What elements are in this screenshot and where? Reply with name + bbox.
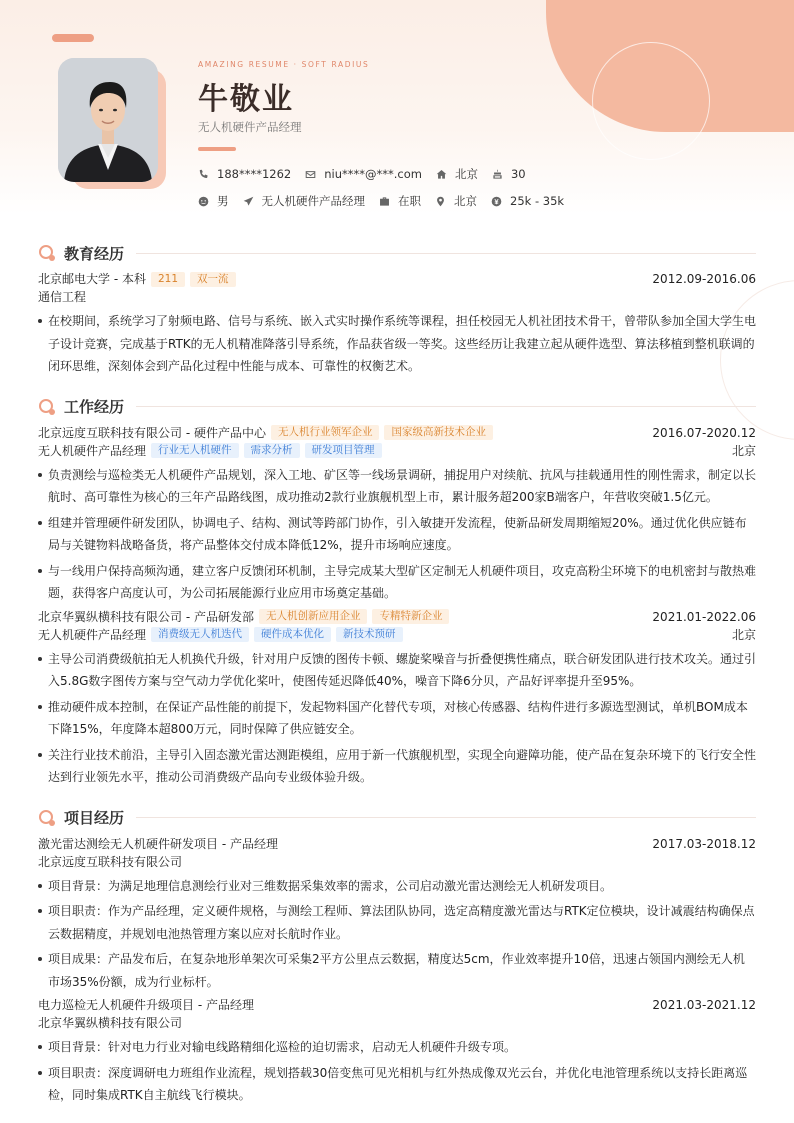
candidate-role: 无人机硬件产品经理 [198,120,302,134]
work-city: 北京 [731,627,756,642]
bullet-item: 项目职责：深度调研电力班组作业流程，规划搭载30倍变焦可见光相机与红外热成像双光云台，并优化电池管理系统以支持长距离巡检，同时集成RTK自主航线飞行模块。 [38,1062,756,1107]
project-date: 2017.03-2018.12 [652,836,756,851]
mail-icon [305,169,316,180]
work-date: 2016.07-2020.12 [652,425,756,440]
school-tag: 211 [151,272,185,287]
info-home-text: 北京 [454,167,478,181]
decorative-ring [592,42,710,160]
resume-tagline: AMAZING RESUME · SOFT RADIUS [198,60,370,69]
info-email-text: niu****@***.com [324,167,422,181]
search-icon [38,244,56,262]
company-name: 北京远度互联科技有限公司 - 硬件产品中心 [38,425,266,440]
briefcase-icon [379,196,390,207]
project-date: 2021.03-2021.12 [652,998,756,1012]
accent-pill [52,34,94,42]
candidate-name: 牛敬业 [198,82,294,117]
salary-icon [491,196,502,207]
company-tag: 专精特新企业 [372,609,449,624]
bullet-item: 在校期间，系统学习了射频电路、信号与系统、嵌入式实时操作系统等课程，担任校园无人机社团技术骨干，曾带队参加全国大学生电子设计竞赛，完成基于RTK的无人机精准降落引导系统，作品获省级一等奖。这些经历让我建立起从硬件选型、算法移植到整机联调的闭环思维，深刻体会到产品化过程中性能与成本、可靠性的权衡艺术。 [38,310,756,378]
school-tag: 双一流 [190,272,236,287]
info-status-text: 在职 [398,194,421,208]
project-bullets [38,875,756,994]
section-projects-title [38,807,756,829]
project-entry [38,835,756,994]
info-target-city [435,193,477,209]
bullet-item: 与一线用户保持高频沟通，建立客户反馈闭环机制，主导完成某大型矿区定制无人机硬件项目，攻克高粉尘环境下的电机密封与散热难题，获得客户高度认可，为公司拓展能源行业应用市场奠定基础。 [38,560,756,605]
section-heading: 工作经历 [64,398,125,416]
education-bullets [38,310,756,378]
company-tag: 国家级高新技术企业 [384,425,493,440]
work-entry [38,424,756,605]
project-name: 电力巡检无人机硬件升级项目 - 产品经理 [38,998,254,1012]
send-icon [243,196,254,207]
info-gender-text: 男 [217,194,229,208]
info-target-position-text: 无人机硬件产品经理 [261,194,365,208]
project-entry [38,996,756,1107]
project-bullets [38,1036,756,1107]
info-target-position [243,193,366,209]
avatar-photo [58,58,158,182]
project-header-row [38,835,756,853]
section-divider [136,406,756,407]
resume-body [38,242,756,1110]
section-divider [136,253,756,254]
info-gender [198,193,229,209]
work-position-row [38,442,756,460]
bullet-item: 项目职责：作为产品经理，定义硬件规格，与测绘工程师、算法团队协同，选定高精度激光雷达与RTK定位模块，设计减震结构确保点云数据精度，并规划电池热管理方案以应对长航时作业。 [38,900,756,945]
education-major-row [38,288,756,306]
portrait-illustration [58,58,158,182]
position-name: 无人机硬件产品经理 [38,443,147,458]
cake-icon [492,169,503,180]
role-underline [198,147,236,151]
position-tag: 研发项目管理 [305,443,382,458]
work-city: 北京 [731,443,756,458]
info-home [436,166,478,182]
project-company-row [38,1014,756,1032]
project-header-row [38,996,756,1014]
info-phone [198,167,291,181]
section-education-title [38,242,756,264]
company-tag: 无人机行业领军企业 [271,425,380,440]
work-company-row [38,424,756,442]
search-icon [38,809,56,827]
position-tag: 消费级无人机迭代 [151,627,249,642]
project-company: 北京华翼纵横科技有限公司 [38,1016,183,1030]
gender-icon [198,196,209,207]
bullet-item: 项目成果：产品发布后，在复杂地形单架次可采集2平方公里点云数据，精度达5cm，作业效率提升10倍，迅速占领国内测绘无人机市场35%份额，成为行业标杆。 [38,948,756,993]
work-date: 2021.01-2022.06 [652,609,756,624]
position-tag: 行业无人机硬件 [151,443,239,458]
work-position-row [38,626,756,644]
job-intention-row [198,193,578,209]
location-pin-icon [435,196,446,207]
bullet-item: 负责测绘与巡检类无人机硬件产品规划，深入工地、矿区等一线场景调研，捕捉用户对续航、抗风与挂载通用性的刚性需求，制定以长航时、高可靠性为核心的三年产品路线图，成功推动2款行业旗舰机型上市，累计服务超200家B端客户，年营收突破1.5亿元。 [38,464,756,509]
info-salary-text: 25k - 35k [510,194,565,208]
info-phone-text: 188****1262 [217,167,292,181]
school-name: 北京邮电大学 - 本科 [38,272,146,286]
home-icon [436,169,447,180]
company-tag: 无人机创新应用企业 [259,609,368,624]
search-icon [38,398,56,416]
bullet-item: 主导公司消费级航拍无人机换代升级，针对用户反馈的图传卡顿、螺旋桨噪音与折叠便携性痛点，联合研发团队进行技术攻关。通过引入5.8G数字图传方案与空气动力学优化桨叶，使图传延迟降低40%，噪音下降6分贝，产品好评率提升至95%。 [38,648,756,693]
project-company-row [38,853,756,871]
bullet-item: 组建并管理硬件研发团队，协调电子、结构、测试等跨部门协作，引入敏捷开发流程，使新品研发周期缩短20%。通过优化供应链布局与关键物料战略备货，将产品整体交付成本降低12%，提升市场响应速度。 [38,512,756,557]
education-header-row [38,270,756,288]
work-entry [38,608,756,789]
section-work-title [38,396,756,418]
info-target-city-text: 北京 [454,194,477,208]
company-name: 北京华翼纵横科技有限公司 - 产品研发部 [38,609,254,624]
major-name: 通信工程 [38,290,87,304]
info-email [305,167,422,181]
position-tag: 硬件成本优化 [254,627,331,642]
bullet-item: 关注行业技术前沿，主导引入固态激光雷达测距模组，应用于新一代旗舰机型，实现全向避障功能，使产品在复杂环境下的飞行安全性达到行业领先水平，推动公司消费级产品向专业级体验升级。 [38,744,756,789]
education-date: 2012.09-2016.06 [652,272,756,286]
info-salary [491,194,564,208]
work-bullets [38,464,756,605]
contact-info-row [198,166,540,182]
work-bullets [38,648,756,789]
section-divider [136,817,756,818]
position-tag: 需求分析 [244,443,300,458]
section-heading: 教育经历 [64,244,125,263]
info-age-text: 30 [510,167,526,181]
position-tag: 新技术预研 [336,627,403,642]
work-company-row [38,608,756,626]
education-entry [38,270,756,378]
bullet-item: 项目背景：针对电力行业对输电线路精细化巡检的迫切需求，启动无人机硬件升级专项。 [38,1036,756,1059]
bullet-item: 项目背景：为满足地理信息测绘行业对三维数据采集效率的需求，公司启动激光雷达测绘无人机研发项目。 [38,875,756,898]
project-name: 激光雷达测绘无人机硬件研发项目 - 产品经理 [38,836,278,851]
project-company: 北京远度互联科技有限公司 [38,854,183,869]
resume-header [0,0,794,214]
bullet-item: 推动硬件成本控制，在保证产品性能的前提下，发起物料国产化替代专项，对核心传感器、结构件进行多源选型测试，单机BOM成本下降15%，年度降本超800万元，同时保障了供应链安全。 [38,696,756,741]
phone-icon [198,169,209,180]
info-status [379,193,421,209]
info-age [492,167,526,181]
position-name: 无人机硬件产品经理 [38,627,147,642]
section-heading: 项目经历 [64,809,125,827]
